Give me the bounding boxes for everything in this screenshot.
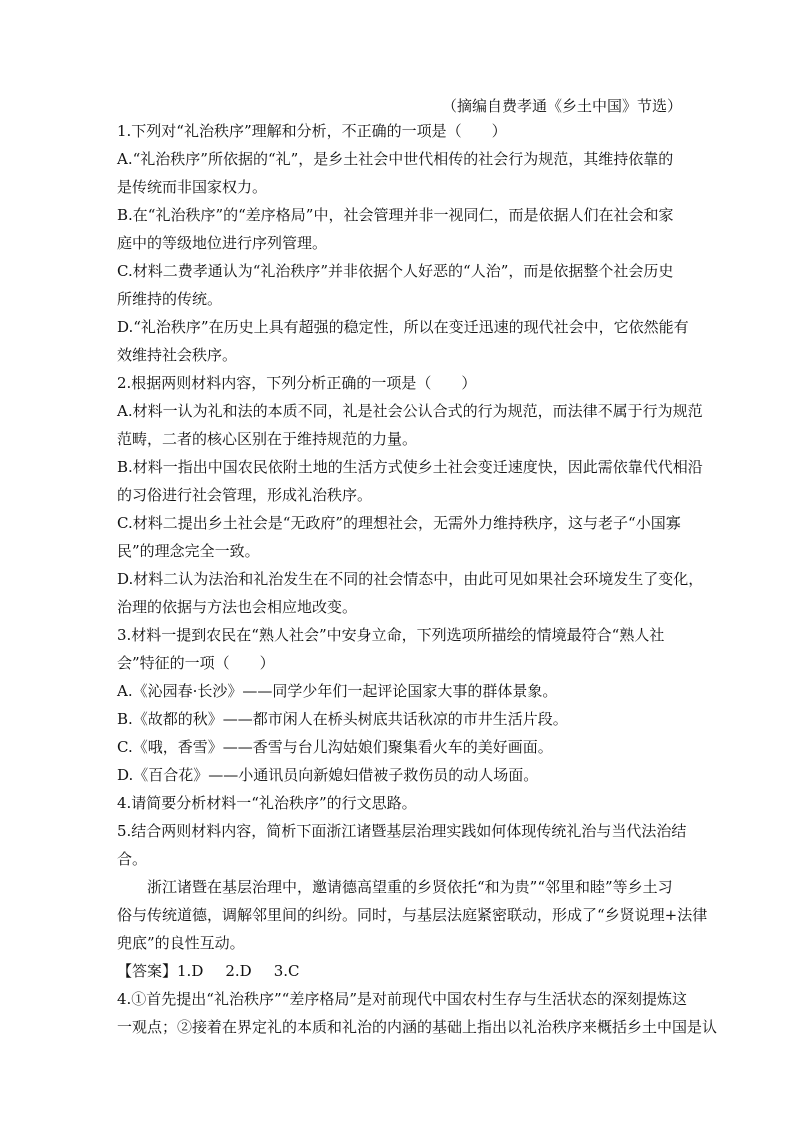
question-2-stem: 2.根据两则材料内容，下列分析正确的一项是（ ） bbox=[117, 374, 477, 392]
question-2-option-d: 治理的依据与方法也会相应地改变。 bbox=[117, 598, 358, 616]
question-1-option-d: D.“礼治秩序”在历史上具有超强的稳定性，所以在变迁迅速的现代社会中，它依然能有 bbox=[117, 318, 689, 336]
question-1-option-a: 是传统而非国家权力。 bbox=[117, 178, 268, 196]
question-2-option-c: C.材料二提出乡土社会是“无政府”的理想社会，无需外力维持秩序，这与老子“小国寡 bbox=[117, 514, 681, 532]
answer-line bbox=[117, 957, 681, 985]
answer-item: 1.D bbox=[177, 962, 204, 980]
question-1-option-c: C.材料二费孝通认为“礼治秩序”并非依据个人好恶的“人治”，而是依据整个社会历史 bbox=[117, 262, 674, 280]
question-2-option-a: 范畴，二者的核心区别在于维持规范的力量。 bbox=[117, 430, 418, 448]
question-1-stem: 1.下列对“礼治秩序”理解和分析，不正确的一项是（ ） bbox=[117, 122, 507, 140]
question-1-option-b: B.在“礼治秩序”的“差序格局”中，社会管理并非一视同仁，而是依据人们在社会和家 bbox=[117, 206, 674, 224]
analysis-text: 4.①首先提出“礼治秩序”“差序格局”是对前现代中国农村生存与生活状态的深刻提炼这 bbox=[117, 990, 687, 1008]
question-1-option-d: 效维持社会秩序。 bbox=[117, 346, 238, 364]
question-3-option-c: C.《哦，香雪》——香雪与台儿沟姑娘们聚集看火车的美好画面。 bbox=[117, 738, 553, 756]
question-3-option-b: B.《故都的秋》——都市闲人在桥头树底共话秋凉的市井生活片段。 bbox=[117, 710, 568, 728]
question-3-stem: 3.材料一提到农民在“熟人社会”中安身立命，下列选项所描绘的情境最符合“熟人社 bbox=[117, 626, 665, 644]
question-2-option-c: 民”的理念完全一致。 bbox=[117, 542, 260, 560]
question-3-stem: 会”特征的一项（ ） bbox=[117, 654, 275, 672]
question-3-option-a: A.《沁园春·长沙》——同学少年们一起评论国家大事的群体景象。 bbox=[117, 682, 558, 700]
question-1-option-b: 庭中的等级地位进行序列管理。 bbox=[117, 234, 328, 252]
question-3-option-d: D.《百合花》——小通讯员向新媳妇借被子救伤员的动人场面。 bbox=[117, 766, 539, 784]
question-list bbox=[117, 117, 718, 1041]
source-note: （摘编自费孝通《乡土中国》节选） bbox=[441, 97, 682, 115]
answer-item: 3.C bbox=[273, 962, 300, 980]
question-5-stem: 5.结合两则材料内容，简析下面浙江诸暨基层治理实践如何体现传统礼治与当代法治结 bbox=[117, 822, 687, 840]
analysis-text: 一观点；②接着在界定礼的本质和礼治的内涵的基础上指出以礼治秩序来概括乡土中国是认 bbox=[117, 1018, 718, 1036]
question-2-option-a: A.材料一认为礼和法的本质不同，礼是社会公认合式的行为规范，而法律不属于行为规范 bbox=[117, 402, 703, 420]
question-1-option-c: 所维持的传统。 bbox=[117, 290, 223, 308]
passage-text: 俗与传统道德，调解邻里间的纠纷。同时，与基层法庭紧密联动，形成了“乡贤说理+法律 bbox=[117, 906, 708, 924]
answer-item: 2.D bbox=[225, 962, 252, 980]
question-1-option-a: A.“礼治秩序”所依据的“礼”，是乡土社会中世代相传的社会行为规范，其维持依靠的 bbox=[117, 150, 674, 168]
question-2-option-b: B.材料一指出中国农民依附土地的生活方式使乡土社会变迁速度快，因此需依靠代代相沿 bbox=[117, 458, 703, 476]
question-2-option-b: 的习俗进行社会管理，形成礼治秩序。 bbox=[117, 486, 373, 504]
passage-text: 兜底”的良性互动。 bbox=[117, 934, 245, 952]
answer-label: 【答案】 bbox=[117, 962, 178, 980]
question-5-stem: 合。 bbox=[117, 850, 148, 868]
question-2-option-d: D.材料二认为法治和礼治发生在不同的社会情态中，由此可见如果社会环境发生了变化， bbox=[117, 570, 704, 588]
question-4-stem: 4.请简要分析材料一“礼治秩序”的行文思路。 bbox=[117, 794, 417, 812]
passage-text: 浙江诸暨在基层治理中，邀请德高望重的乡贤依托“和为贵”“邻里和睦”等乡土习 bbox=[147, 878, 673, 896]
